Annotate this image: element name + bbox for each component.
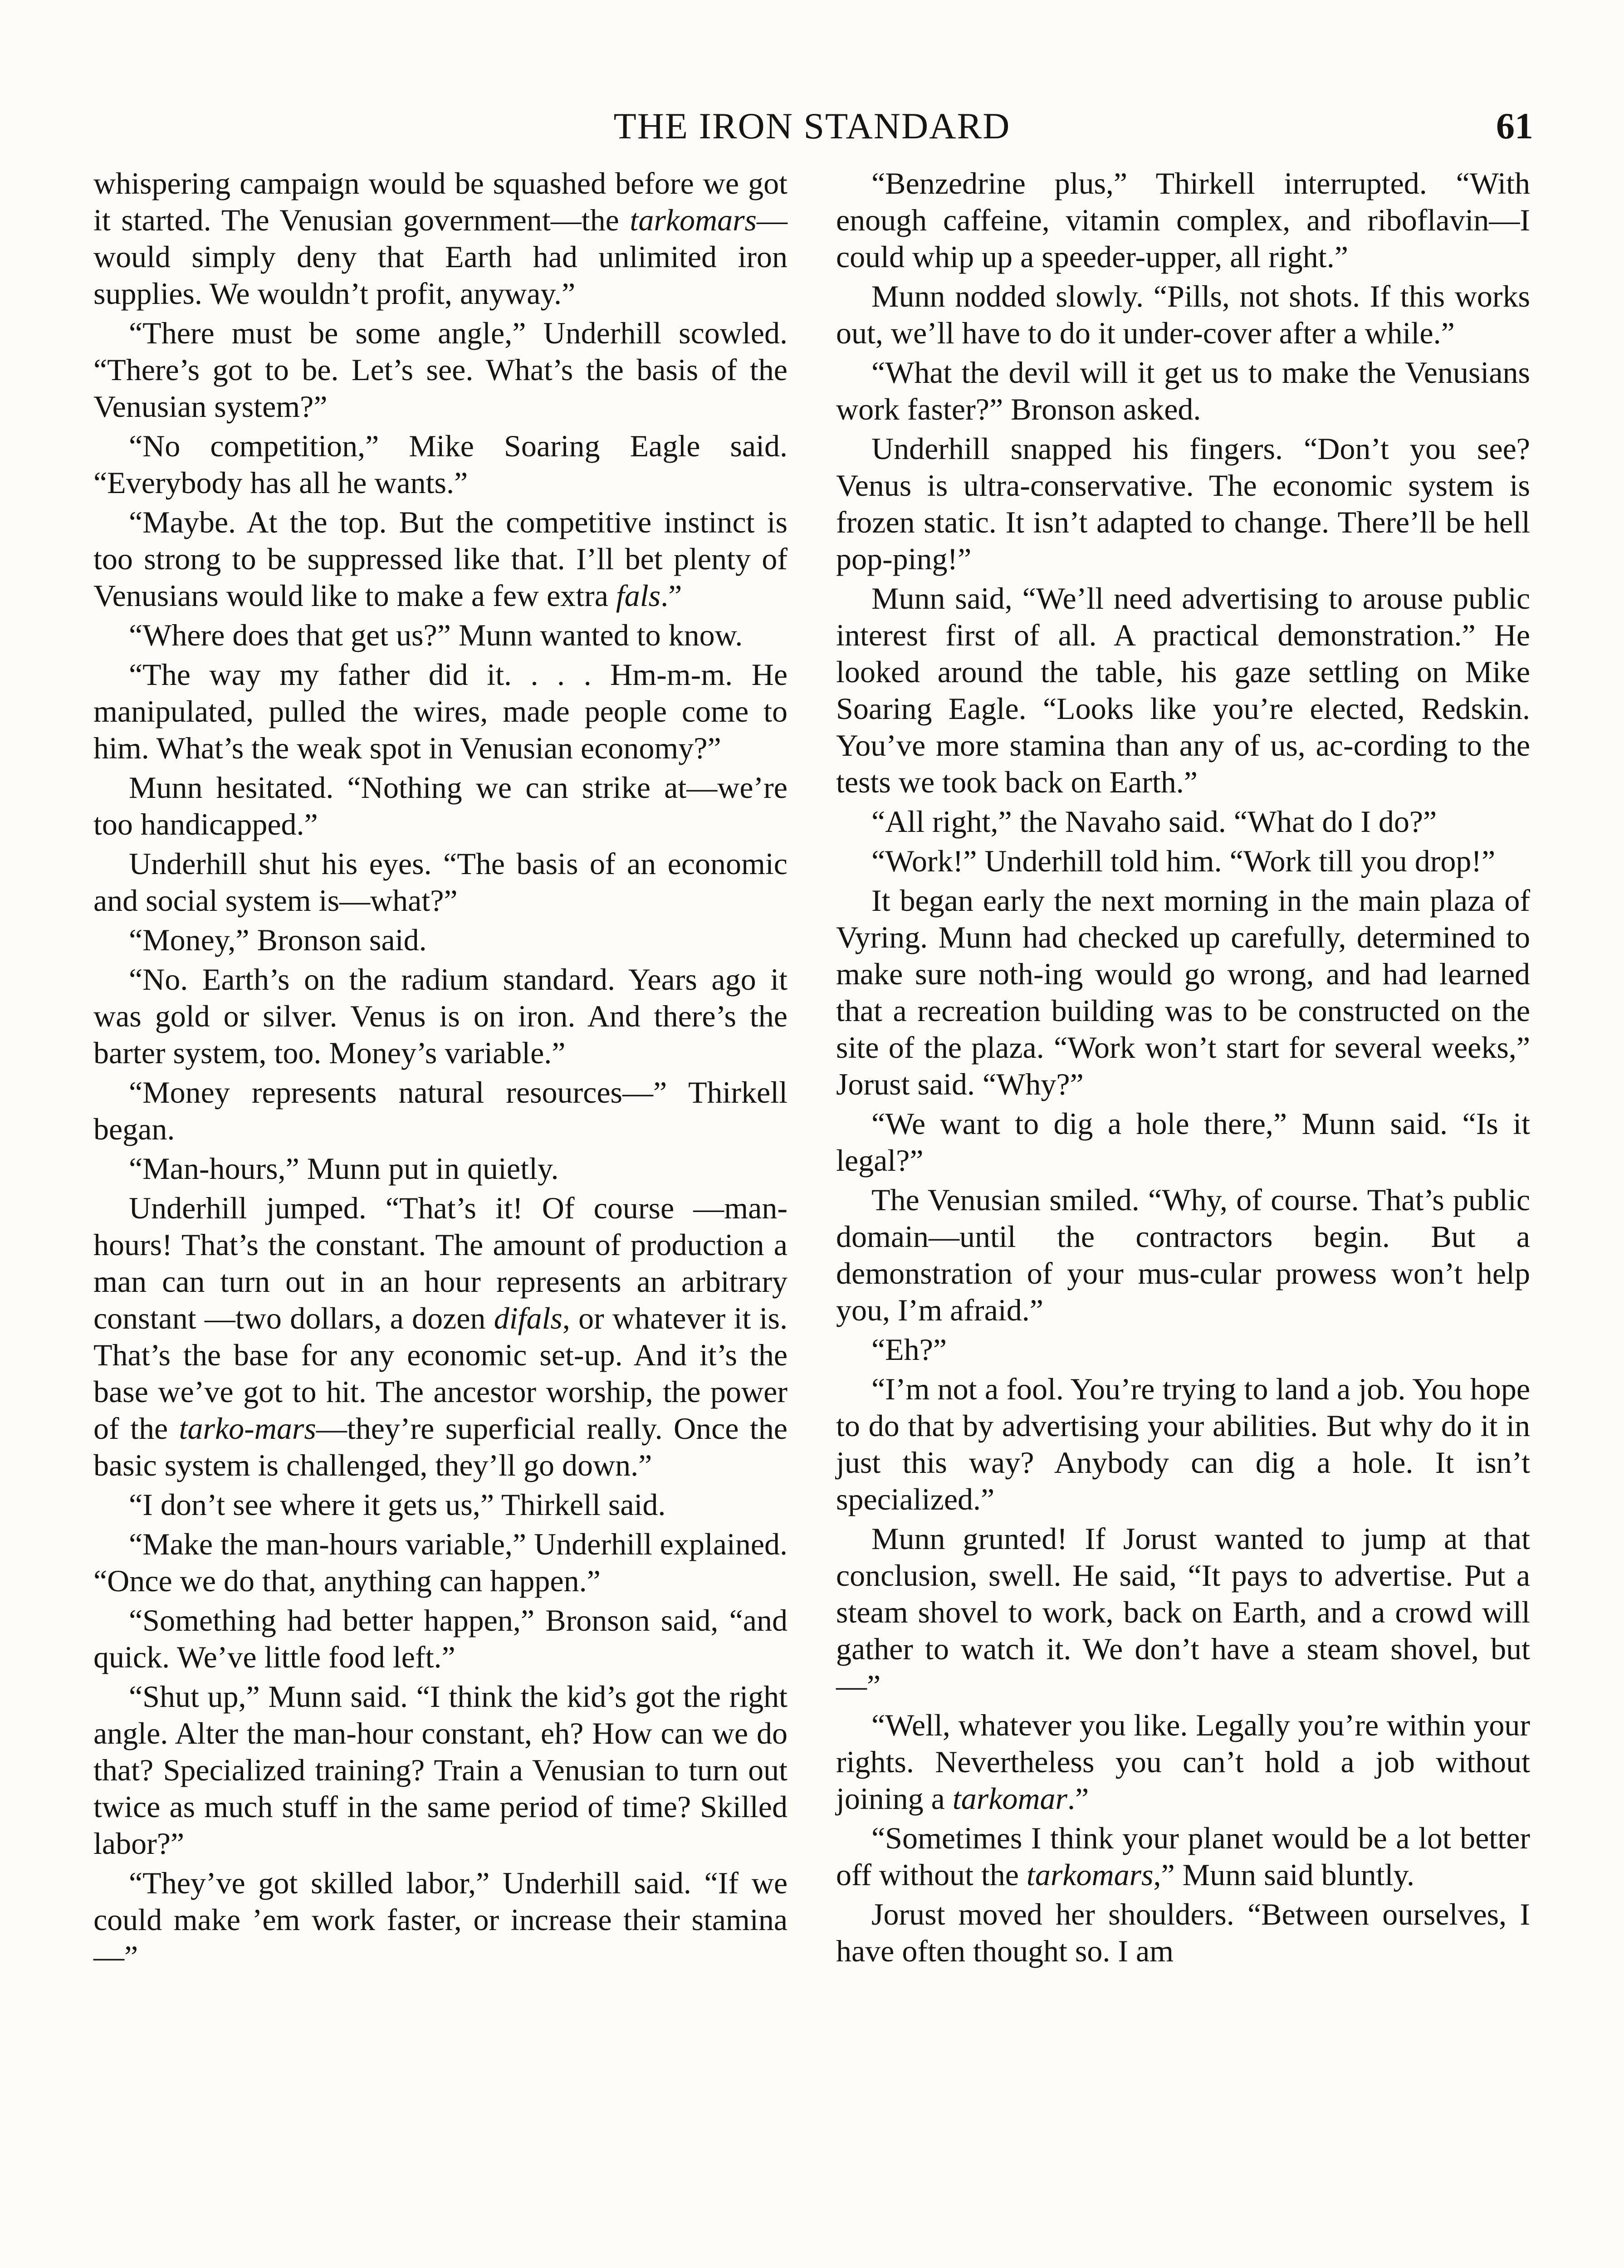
paragraph: “Maybe. At the top. But the competitive instinct is too strong to be suppressed like that. I’ll bet plenty of Venusians would like to make a few extra fals.” bbox=[93, 505, 788, 613]
paragraph: “Money represents natural resources—” Thirkell began. bbox=[93, 1075, 788, 1146]
paragraph: “Man-hours,” Munn put in quietly. bbox=[129, 1151, 559, 1186]
page-header bbox=[91, 103, 1533, 149]
paragraph: Munn hesitated. “Nothing we can strike at—we’re too handicapped.” bbox=[93, 770, 788, 841]
paragraph: “No competition,” Mike Soaring Eagle said. “Everybody has all he wants.” bbox=[93, 429, 788, 500]
paragraph: Munn said, “We’ll need advertising to arouse public interest first of all. A practical demonstration.” He looked around the table, his gaze settling on Mike Soaring Eagle. “Looks like you’re elected, Redskin. You’ve more stamina than any of us, ac-cording to the tests we took back on Earth.” bbox=[836, 581, 1530, 799]
paragraph: “I’m not a fool. You’re trying to land a job. You hope to do that by advertising your abilities. But why do it in just this way? Anybody can dig a hole. It isn’t specialized.” bbox=[836, 1372, 1530, 1516]
paragraph: “What the devil will it get us to make the Venusians work faster?” Bronson asked. bbox=[836, 355, 1530, 426]
paragraph: “They’ve got skilled labor,” Underhill said. “If we could make ’em work faster, or increase their stamina—” bbox=[93, 1866, 788, 1974]
paragraph: “Shut up,” Munn said. “I think the kid’s got the right angle. Alter the man-hour constant, eh? How can we do that? Specialized training? Train a Venusian to turn out twice as much stuff in the same period of time? Skilled labor?” bbox=[93, 1679, 788, 1861]
paragraph: “I don’t see where it gets us,” Thirkell said. bbox=[129, 1487, 666, 1522]
paragraph: “There must be some angle,” Underhill scowled. “There’s got to be. Let’s see. What’s the basis of the Venusian system?” bbox=[93, 316, 788, 424]
paragraph: “Something had better happen,” Bronson said, “and quick. We’ve little food left.” bbox=[93, 1603, 788, 1674]
paragraph: “Well, whatever you like. Legally you’re within your rights. Nevertheless you can’t hold a job without joining a tarkomar.” bbox=[836, 1708, 1530, 1816]
right-text-column bbox=[836, 165, 1530, 1972]
paragraph: “Where does that get us?” Munn wanted to know. bbox=[129, 618, 743, 652]
paragraph: “Sometimes I think your planet would be a lot better off without the tarkomars,” Munn said bluntly. bbox=[836, 1821, 1530, 1892]
running-title: THE IRON STANDARD bbox=[613, 105, 1011, 147]
page-number: 61 bbox=[1496, 105, 1533, 147]
paragraph: The Venusian smiled. “Why, of course. That’s public domain—until the contractors begin. But a demonstration of your mus-cular prowess won’t help you, I’m afraid.” bbox=[836, 1183, 1530, 1327]
paragraph: Jorust moved her shoulders. “Between ourselves, I have often thought so. I am bbox=[836, 1897, 1530, 1968]
paragraph: “Benzedrine plus,” Thirkell interrupted. “With enough caffeine, vitamin complex, and riboflavin—I could whip up a speeder-upper, all right.” bbox=[836, 166, 1530, 274]
paragraph: Underhill snapped his fingers. “Don’t you see? Venus is ultra-conservative. The economic system is frozen static. It isn’t adapted to change. There’ll be hell pop-ping!” bbox=[836, 431, 1530, 576]
left-text-column bbox=[93, 165, 788, 1978]
paragraph: “Make the man-hours variable,” Underhill explained. “Once we do that, anything can happen.” bbox=[93, 1527, 788, 1598]
paragraph: “Work!” Underhill told him. “Work till you drop!” bbox=[871, 844, 1496, 878]
paragraph: Munn nodded slowly. “Pills, not shots. If this works out, we’ll have to do it under-cover after a while.” bbox=[836, 279, 1530, 350]
paragraph: whispering campaign would be squashed before we got it started. The Venusian government—the tarkomars—would simply deny that Earth had unlimited iron supplies. We wouldn’t profit, anyway.” bbox=[93, 166, 788, 311]
paragraph: “The way my father did it. . . . Hm-m-m. He manipulated, pulled the wires, made people come to him. What’s the weak spot in Venusian economy?” bbox=[93, 657, 788, 765]
paragraph: “Eh?” bbox=[871, 1332, 947, 1367]
paragraph: Munn grunted! If Jorust wanted to jump at that conclusion, swell. He said, “It pays to advertise. Put a steam shovel to work, back on Earth, and a crowd will gather to watch it. We don’t have a steam shovel, but—” bbox=[836, 1521, 1530, 1703]
paragraph: Underhill jumped. “That’s it! Of course —man-hours! That’s the constant. The amount of production a man can turn out in an hour represents an arbitrary constant —two dollars, a dozen difals, or whatever it is. That’s the base for any economic set-up. And it’s the base we’ve got to hit. The ancestor worship, the power of the tarko-mars—they’re superficial really. Once the basic system is challenged, they’ll go down.” bbox=[93, 1191, 788, 1482]
paragraph: “No. Earth’s on the radium standard. Years ago it was gold or silver. Venus is on iron. And there’s the barter system, too. Money’s variable.” bbox=[93, 962, 788, 1070]
paragraph: “We want to dig a hole there,” Munn said. “Is it legal?” bbox=[836, 1106, 1530, 1178]
paragraph: “All right,” the Navaho said. “What do I do?” bbox=[871, 804, 1437, 839]
paragraph: It began early the next morning in the main plaza of Vyring. Munn had checked up carefully, determined to make sure noth-ing would go wrong, and had learned that a recreation building was to be constructed on the site of the plaza. “Work won’t start for several weeks,” Jorust said. “Why?” bbox=[836, 883, 1530, 1101]
paragraph: Underhill shut his eyes. “The basis of an economic and social system is—what?” bbox=[93, 846, 788, 918]
paragraph: “Money,” Bronson said. bbox=[129, 923, 427, 957]
